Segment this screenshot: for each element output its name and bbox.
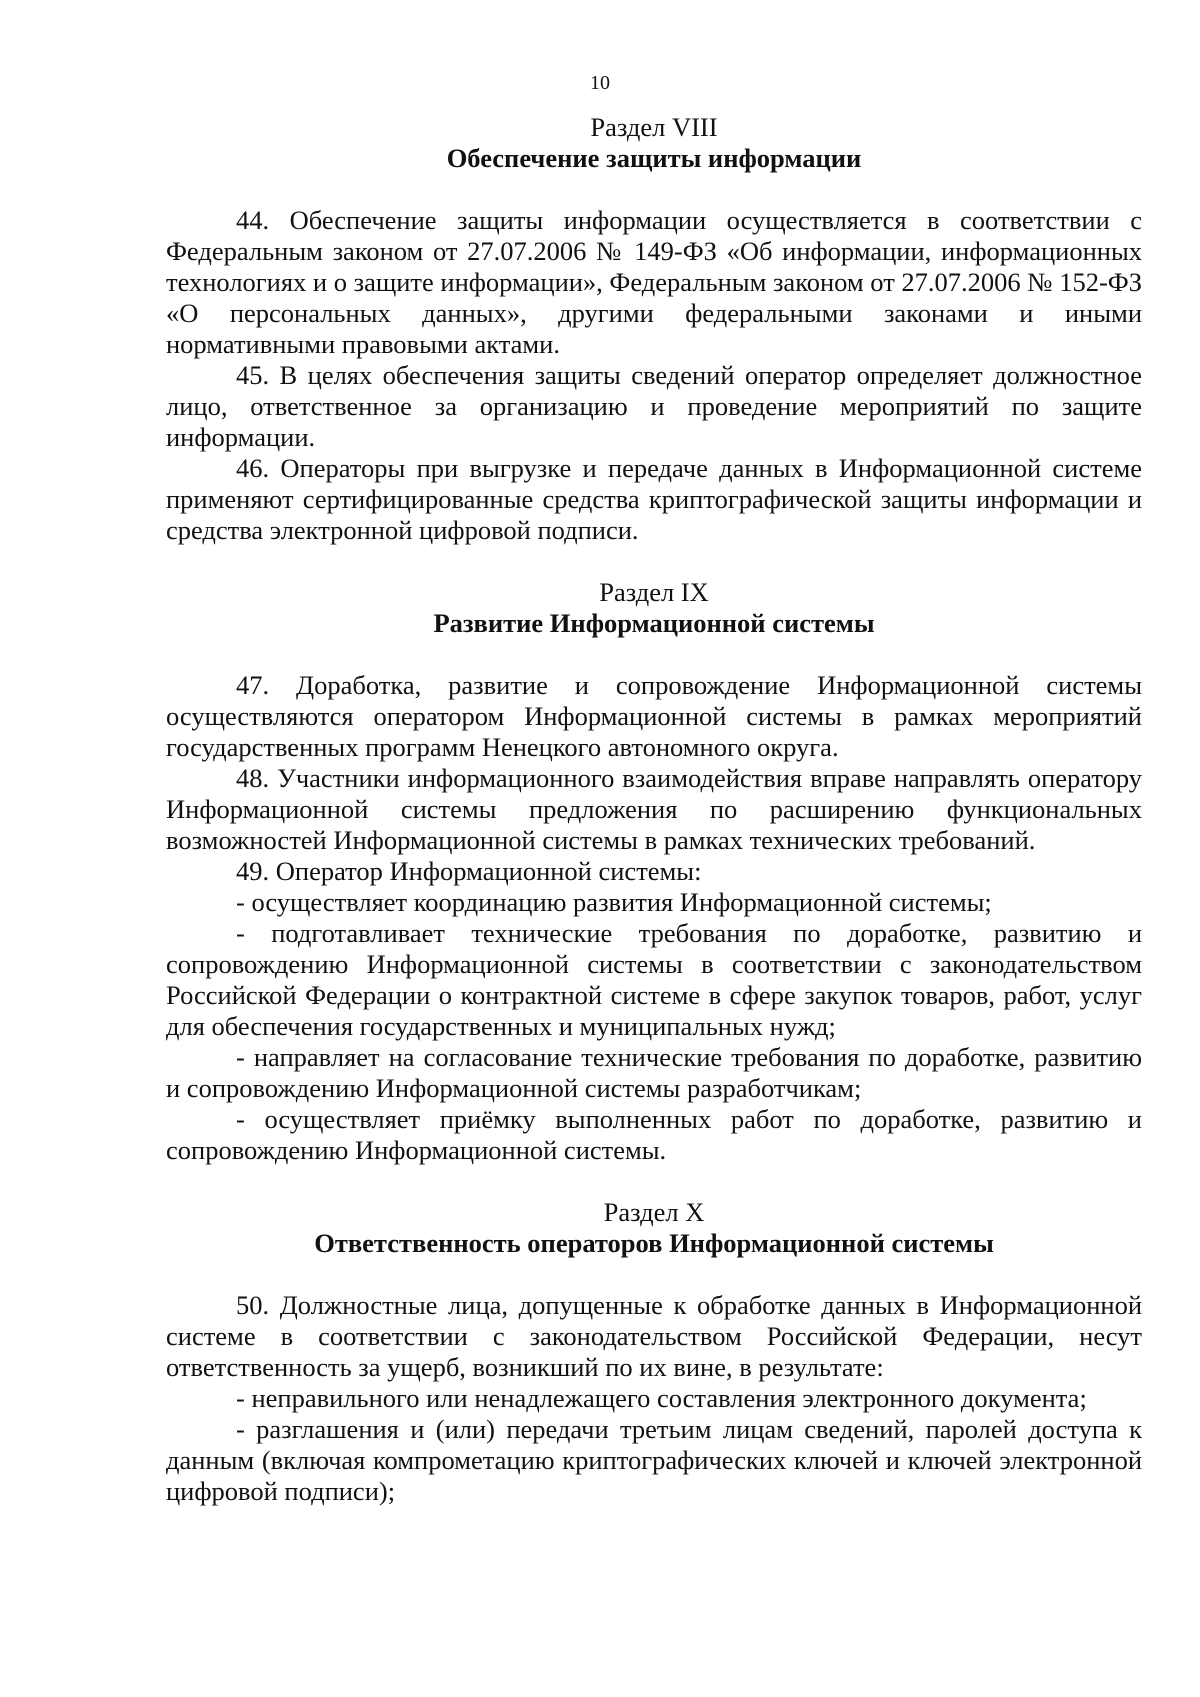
section-title: Развитие Информационной системы <box>433 608 875 638</box>
paragraph-49: 49. Оператор Информационной системы: <box>236 856 702 886</box>
list-item: - осуществляет приёмку выполненных работ по доработке, развитию и сопровождению Информационной системы. <box>166 1104 1142 1165</box>
paragraph-45: 45. В целях обеспечения защиты сведений оператор определяет должностное лицо, ответственное за организацию и проведение мероприятий по защите информации. <box>166 360 1142 452</box>
list-item: - неправильного или ненадлежащего составления электронного документа; <box>236 1383 1087 1413</box>
page-number: 10 <box>590 72 610 94</box>
list-item: - осуществляет координацию развития Информационной системы; <box>236 887 992 917</box>
paragraph-50: 50. Должностные лица, допущенные к обработке данных в Информационной системе в соответствии с законодательством Российской Федерации, несут ответственность за ущерб, возникший по их вине, в результате: <box>166 1290 1142 1382</box>
list-item: - направляет на согласование технические требования по доработке, развитию и сопровождению Информационной системы разработчикам; <box>166 1042 1142 1103</box>
section-ix <box>166 577 1142 1166</box>
section-x <box>166 1197 1142 1507</box>
document-body <box>166 112 1142 1507</box>
section-gap <box>166 546 1142 577</box>
list-item: - разглашения и (или) передачи третьим лицам сведений, паролей доступа к данным (включая компрометацию криптографических ключей и ключей электронной цифровой подписи); <box>166 1414 1142 1506</box>
section-label: Раздел X <box>603 1197 705 1227</box>
section-label: Раздел IX <box>599 577 709 607</box>
paragraph-46: 46. Операторы при выгрузке и передаче данных в Информационной системе применяют сертифицированные средства криптографической защиты информации и средства электронной цифровой подписи. <box>166 453 1142 545</box>
section-gap <box>166 1166 1142 1197</box>
paragraph-48: 48. Участники информационного взаимодействия вправе направлять оператору Информационной системы предложения по расширению функциональных возможностей Информационной системы в рамках технических требований. <box>166 763 1142 855</box>
section-viii <box>166 112 1142 546</box>
section-title: Ответственность операторов Информационной системы <box>314 1228 994 1258</box>
section-label: Раздел VIII <box>590 112 718 142</box>
paragraph-47: 47. Доработка, развитие и сопровождение Информационной системы осуществляются оператором Информационной системы в рамках мероприятий государственных программ Ненецкого автономного округа. <box>166 670 1142 762</box>
section-title: Обеспечение защиты информации <box>446 143 862 173</box>
list-item: - подготавливает технические требования по доработке, развитию и сопровождению Информационной системы в соответствии с законодательством Российской Федерации о контрактной системе в сфере закупок товаров, работ, услуг для обеспечения государственных и муниципальных нужд; <box>166 918 1142 1041</box>
paragraph-44: 44. Обеспечение защиты информации осуществляется в соответствии с Федеральным законом от 27.07.2006 № 149-ФЗ «Об информации, информационных технологиях и о защите информации», Федеральным законом от 27.07.2006 № 152-ФЗ «О персональных данных», другими федеральными законами и иными нормативными правовыми актами. <box>166 205 1142 359</box>
